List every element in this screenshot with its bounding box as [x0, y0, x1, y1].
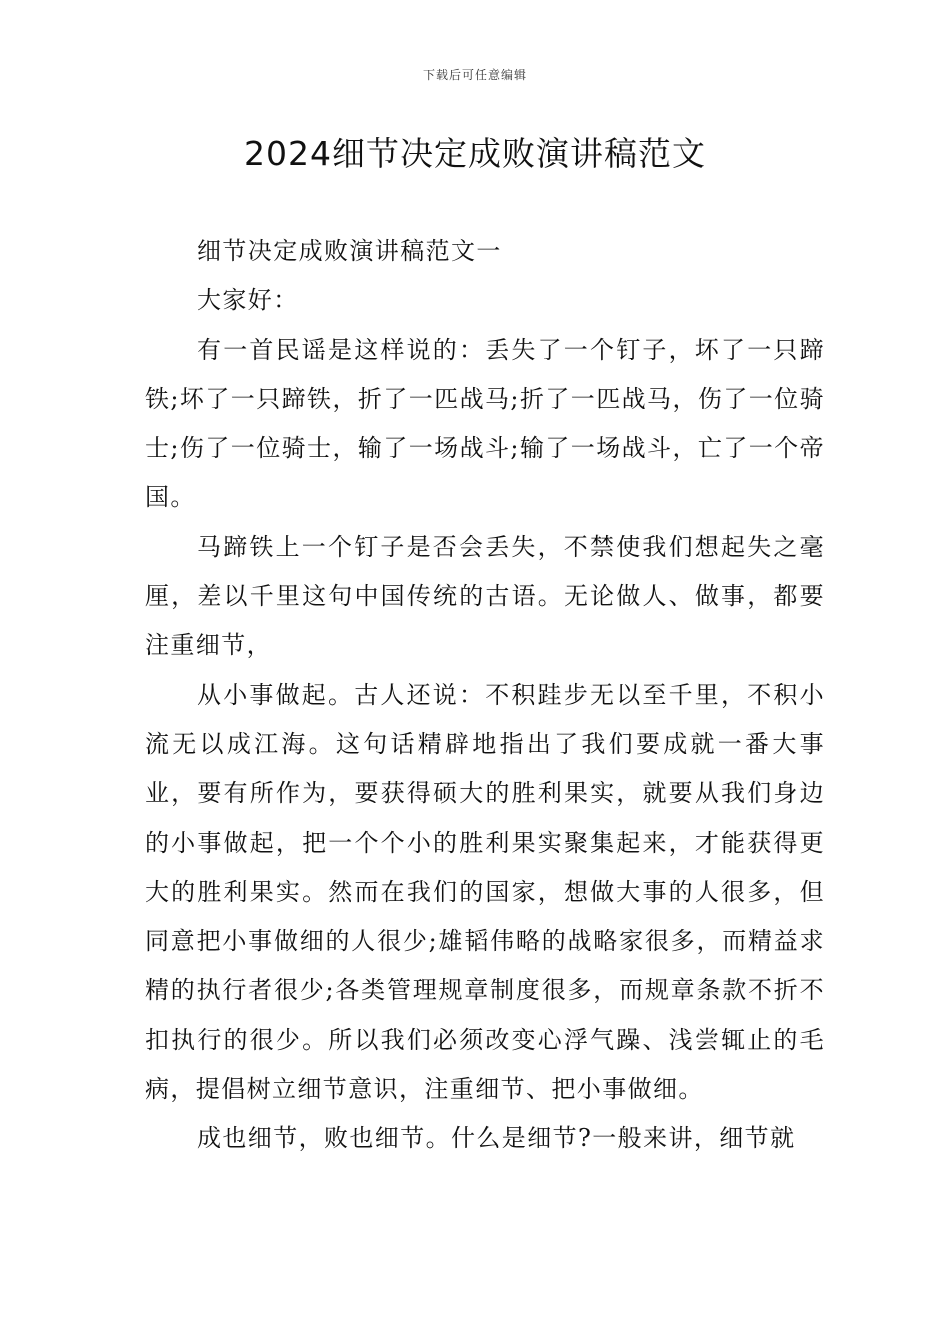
paragraph: 马蹄铁上一个钉子是否会丢失，不禁使我们想起失之毫厘，差以千里这句中国传统的古语。无论做人、做事，都要注重细节，: [145, 532, 825, 660]
paragraph-greeting: 大家好：: [197, 286, 299, 315]
paragraph-section-heading: 细节决定成败演讲稿范文一: [197, 237, 502, 265]
document-body: [145, 227, 825, 1164]
paragraph: 有一首民谣是这样说的：丢失了一个钉子，坏了一只蹄铁;坏了一只蹄铁，折了一匹战马;折了一匹战马，伤了一位骑士;伤了一位骑士，输了一场战斗;输了一场战斗，亡了一个帝国。: [145, 335, 825, 512]
paragraph: 从小事做起。古人还说：不积跬步无以至千里，不积小流无以成江海。这句话精辟地指出了我们要成就一番大事业，要有所作为，要获得硕大的胜利果实，就要从我们身边的小事做起，把一个个小的胜利果实聚集起来，才能获得更大的胜利果实。然而在我们的国家，想做大事的人很多，但同意把小事做细的人很少;雄韬伟略的战略家很多，而精益求精的执行者很少;各类管理规章制度很多，而规章条款不折不扣执行的很少。所以我们必须改变心浮气躁、浅尝辄止的毛病，提倡树立细节意识，注重细节、把小事做细。: [145, 680, 825, 1104]
document-title: 2024细节决定成败演讲稿范文: [244, 134, 706, 173]
paragraph: 成也细节，败也细节。什么是细节?一般来讲，细节就: [197, 1124, 796, 1153]
header-note: 下载后可任意编辑: [422, 68, 527, 82]
